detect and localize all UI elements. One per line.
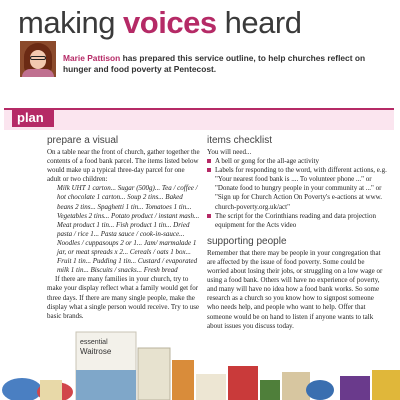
- plan-band: [4, 108, 394, 130]
- package-brand-text: essential: [80, 339, 108, 346]
- title-suffix: heard: [216, 5, 302, 40]
- food-parcel-list: Milk UHT 1 carton... Sugar (500g)... Tea / coffee / hot chocolate 1 carton... Soup 2 tins... Baked beans 2 tins... Spaghetti 1 tin... Tomatoes 1 tin... Vegetables 2 tins... Potato product / instant mash... Meat product 1 tin... Fish product 1 tin... Dried pasta / rice 1... Pasta sauce / cook-in-sauce... Noodles / cuppasoups 2 or 1... Jam/ marmalade 1 jar, or meat spreads x 2... Cereals / oats 1 box... Fruit 1 tin... Pudding 1 tin... Custard / evaporated milk 1 tin... Biscuits / snacks... Fresh bread: [57, 184, 200, 275]
- bullet-icon: [207, 214, 211, 218]
- intro-text: has prepared this service outline, to help churches reflect on hunger and food poverty at Pentecost.: [63, 53, 366, 74]
- title-prefix: making: [18, 5, 124, 40]
- checklist-item: The script for the Corinthians reading and data projection equipment for the Acts video: [207, 212, 387, 230]
- prepare-visual-heading: prepare a visual: [47, 135, 119, 146]
- checklist-item: A bell or gong for the all-age activity: [207, 157, 387, 166]
- plan-label: plan: [17, 110, 44, 125]
- bullet-icon: [207, 168, 211, 172]
- bullet-icon: [207, 159, 211, 163]
- checklist-lead: You will need...: [207, 148, 252, 156]
- supporting-text: Remember that there may be people in your congregation that are affected by the issue of food poverty. Some could be worried about losing their jobs, or struggling on a low wage or using a food bank. Others will have no experience of poverty, and many will have no idea how a food bank works. So some research as a church so you know how to signpost someone who needs help, and people who want to help. Offer that someone would be on hand to listen if anyone wants to talk about issues you discuss today.: [207, 248, 383, 330]
- author-photo: [20, 41, 56, 77]
- page-title: [18, 6, 301, 40]
- left-column: [47, 135, 200, 321]
- author-name: Marie Pattison: [63, 53, 121, 63]
- checklist-heading: items checklist: [207, 135, 273, 146]
- prepare-visual-note: If there are many families in your church, try to make your display reflect what a family would get for three days. If there are many single people, make the display what a single person would receive. Try to use basic brands.: [47, 275, 200, 320]
- supporting-heading: supporting people: [207, 235, 287, 247]
- intro-paragraph: [63, 53, 383, 75]
- prepare-visual-intro: On a table near the front of church, gather together the contents of a food bank parcel. The items listed below would make up a typical three-day parcel for one adult or two children:: [47, 148, 200, 184]
- food-items-photo: [0, 330, 400, 400]
- right-column: [207, 135, 387, 331]
- checklist-items: [207, 157, 387, 230]
- package-store-text: Waitrose: [80, 347, 112, 356]
- title-accent: voices: [123, 5, 217, 40]
- checklist-item: Labels for responding to the word, with different actions, e.g. "Your nearest food bank is .... To volunteer phone ..." or "Donate food to hungry people in your community at ..." or "Sign up for Church Action On Poverty's e-actions at www. church-poverty.org.uk/act": [207, 166, 387, 211]
